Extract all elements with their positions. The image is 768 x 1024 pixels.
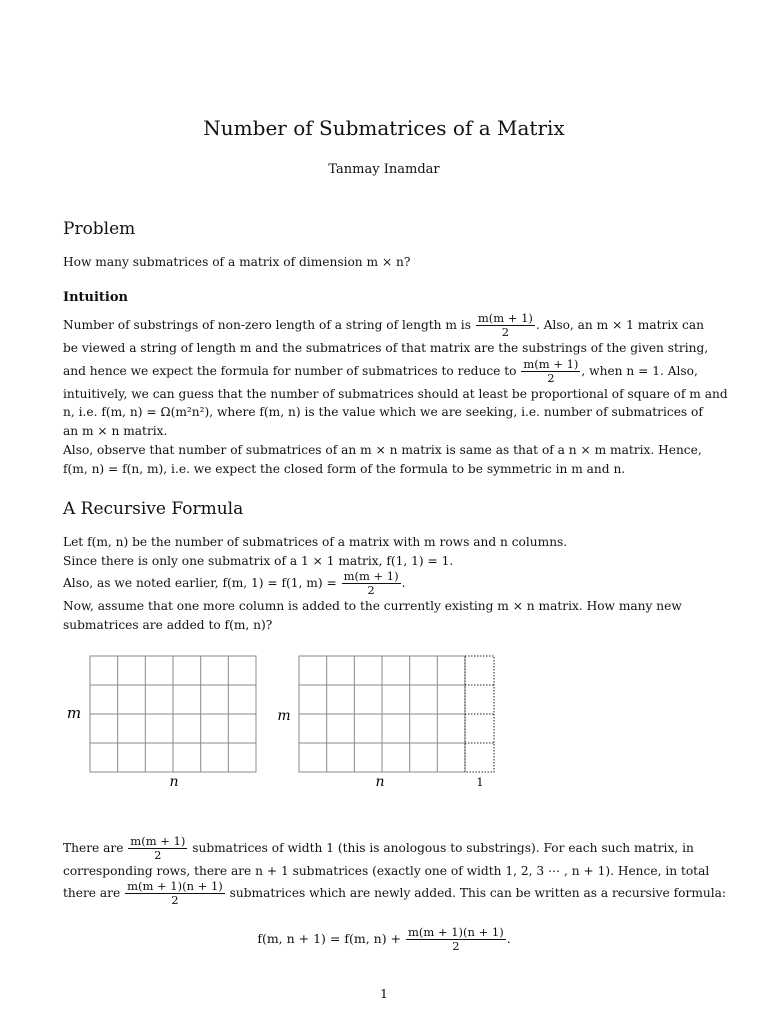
left-matrix-grid	[90, 656, 256, 772]
left-col-label: n	[169, 774, 179, 790]
fraction: $\frac{m(m + 1)}{2}$	[130, 834, 186, 862]
problem-text: How many submatrices of a matrix of dimension m × n?	[63, 255, 411, 269]
after-line-3: there are $\frac{m(m + 1)(n + 1)}{2}$ submatrices which are newly added. This can be written as a recursive formula:	[63, 879, 726, 907]
right-matrix-grid	[299, 656, 465, 772]
left-row-label: m	[66, 704, 82, 722]
after-line-1: There are $\frac{m(m + 1)}{2}$ submatrices of width 1 (this is anologous to substrings). For each such matrix, in	[63, 834, 694, 862]
fraction: $\frac{m(m + 1)(n + 1)}{2}$	[127, 879, 223, 907]
page-number: 1	[380, 986, 388, 1001]
fraction: $\frac{m(m + 1)(n + 1)}{2}$	[408, 925, 504, 953]
section-heading-problem: Problem	[63, 219, 136, 239]
recursive-paragraph: Let f(m, n) be the number of submatrices of a matrix with m rows and n columns. Since there is only one submatrix of a 1 × 1 matrix, f(1, 1) = 1. Also, as we noted earlier, f(m, 1) = f(1, m) = $\frac{m(m + 1)}{2}$ . Now, assume that one more column is added to the currently existing m × n matrix. How many new submatrices are added to f(m, n)?	[63, 533, 705, 635]
right-col-label: n	[375, 774, 385, 790]
paper-author: Tanmay Inamdar	[328, 162, 440, 177]
subsection-heading-intuition: Intuition	[63, 290, 128, 305]
fraction: $\frac{m(m + 1)}{2}$	[343, 569, 399, 598]
intuition-line-1: Number of substrings of non-zero length of a string of length m is $\frac{m(m + 1)}{2}$ . Also, an m × 1 matrix can	[63, 311, 704, 339]
after-diagram-paragraph: There are $\frac{m(m + 1)}{2}$ submatrices of width 1 (this is anologous to substrings). For each such matrix, in corresponding rows, there are n + 1 submatrices (exactly one of width 1, 2, 3 ⋯ , n + 1). Hence, in total there are $\frac{m(m + 1)(n + 1)}{2}$ submatrices which are newly added. This can be written as a recursive formula:	[63, 834, 726, 907]
fraction: $\frac{m(m + 1)}{2}$	[523, 356, 579, 385]
fraction: $\frac{m(m + 1)}{2}$	[477, 311, 533, 339]
section-heading-recursive: A Recursive Formula	[63, 499, 244, 519]
right-row-label: m	[277, 708, 291, 724]
recursive-line-3: Also, as we noted earlier, f(m, 1) = f(1, m) = $\frac{m(m + 1)}{2}$ .	[63, 569, 406, 598]
paper-title: Number of Submatrices of a Matrix	[203, 116, 565, 140]
intuition-paragraph: Number of substrings of non-zero length of a string of length m is $\frac{m(m + 1)}{2}$ . Also, an m × 1 matrix can be viewed a string of length m and the submatrices of that matrix are the substrings of the given string, and hence we expect the formula for number of submatrices to reduce to $\frac{m(m + 1)}{2}$ , when n = 1. Also, intuitively, we can guess that the number of submatrices should at least be proportional of square of m and n, i.e. f(m, n) = Ω(m²n²), where f(m, n) is the value which we are seeking, i.e. number of submatrices of an m × n matrix. Also, observe that number of submatrices of an m × n matrix is same as that of a n × m matrix. Hence, f(m, n) = f(n, m), i.e. we expect the closed form of the formula to be symmetric in m and n.	[63, 311, 728, 476]
added-column-dotted	[465, 656, 494, 772]
extra-col-label: 1	[476, 776, 484, 789]
intuition-line-3: and hence we expect the formula for number of submatrices to reduce to $\frac{m(m + 1)}{2}$ , when n = 1. Also,	[63, 356, 698, 385]
matrix-diagram	[0, 648, 768, 808]
recursive-equation: f(m, n + 1) = f(m, n) + $\frac{m(m + 1)(n + 1)}{2}$ .	[257, 925, 511, 953]
